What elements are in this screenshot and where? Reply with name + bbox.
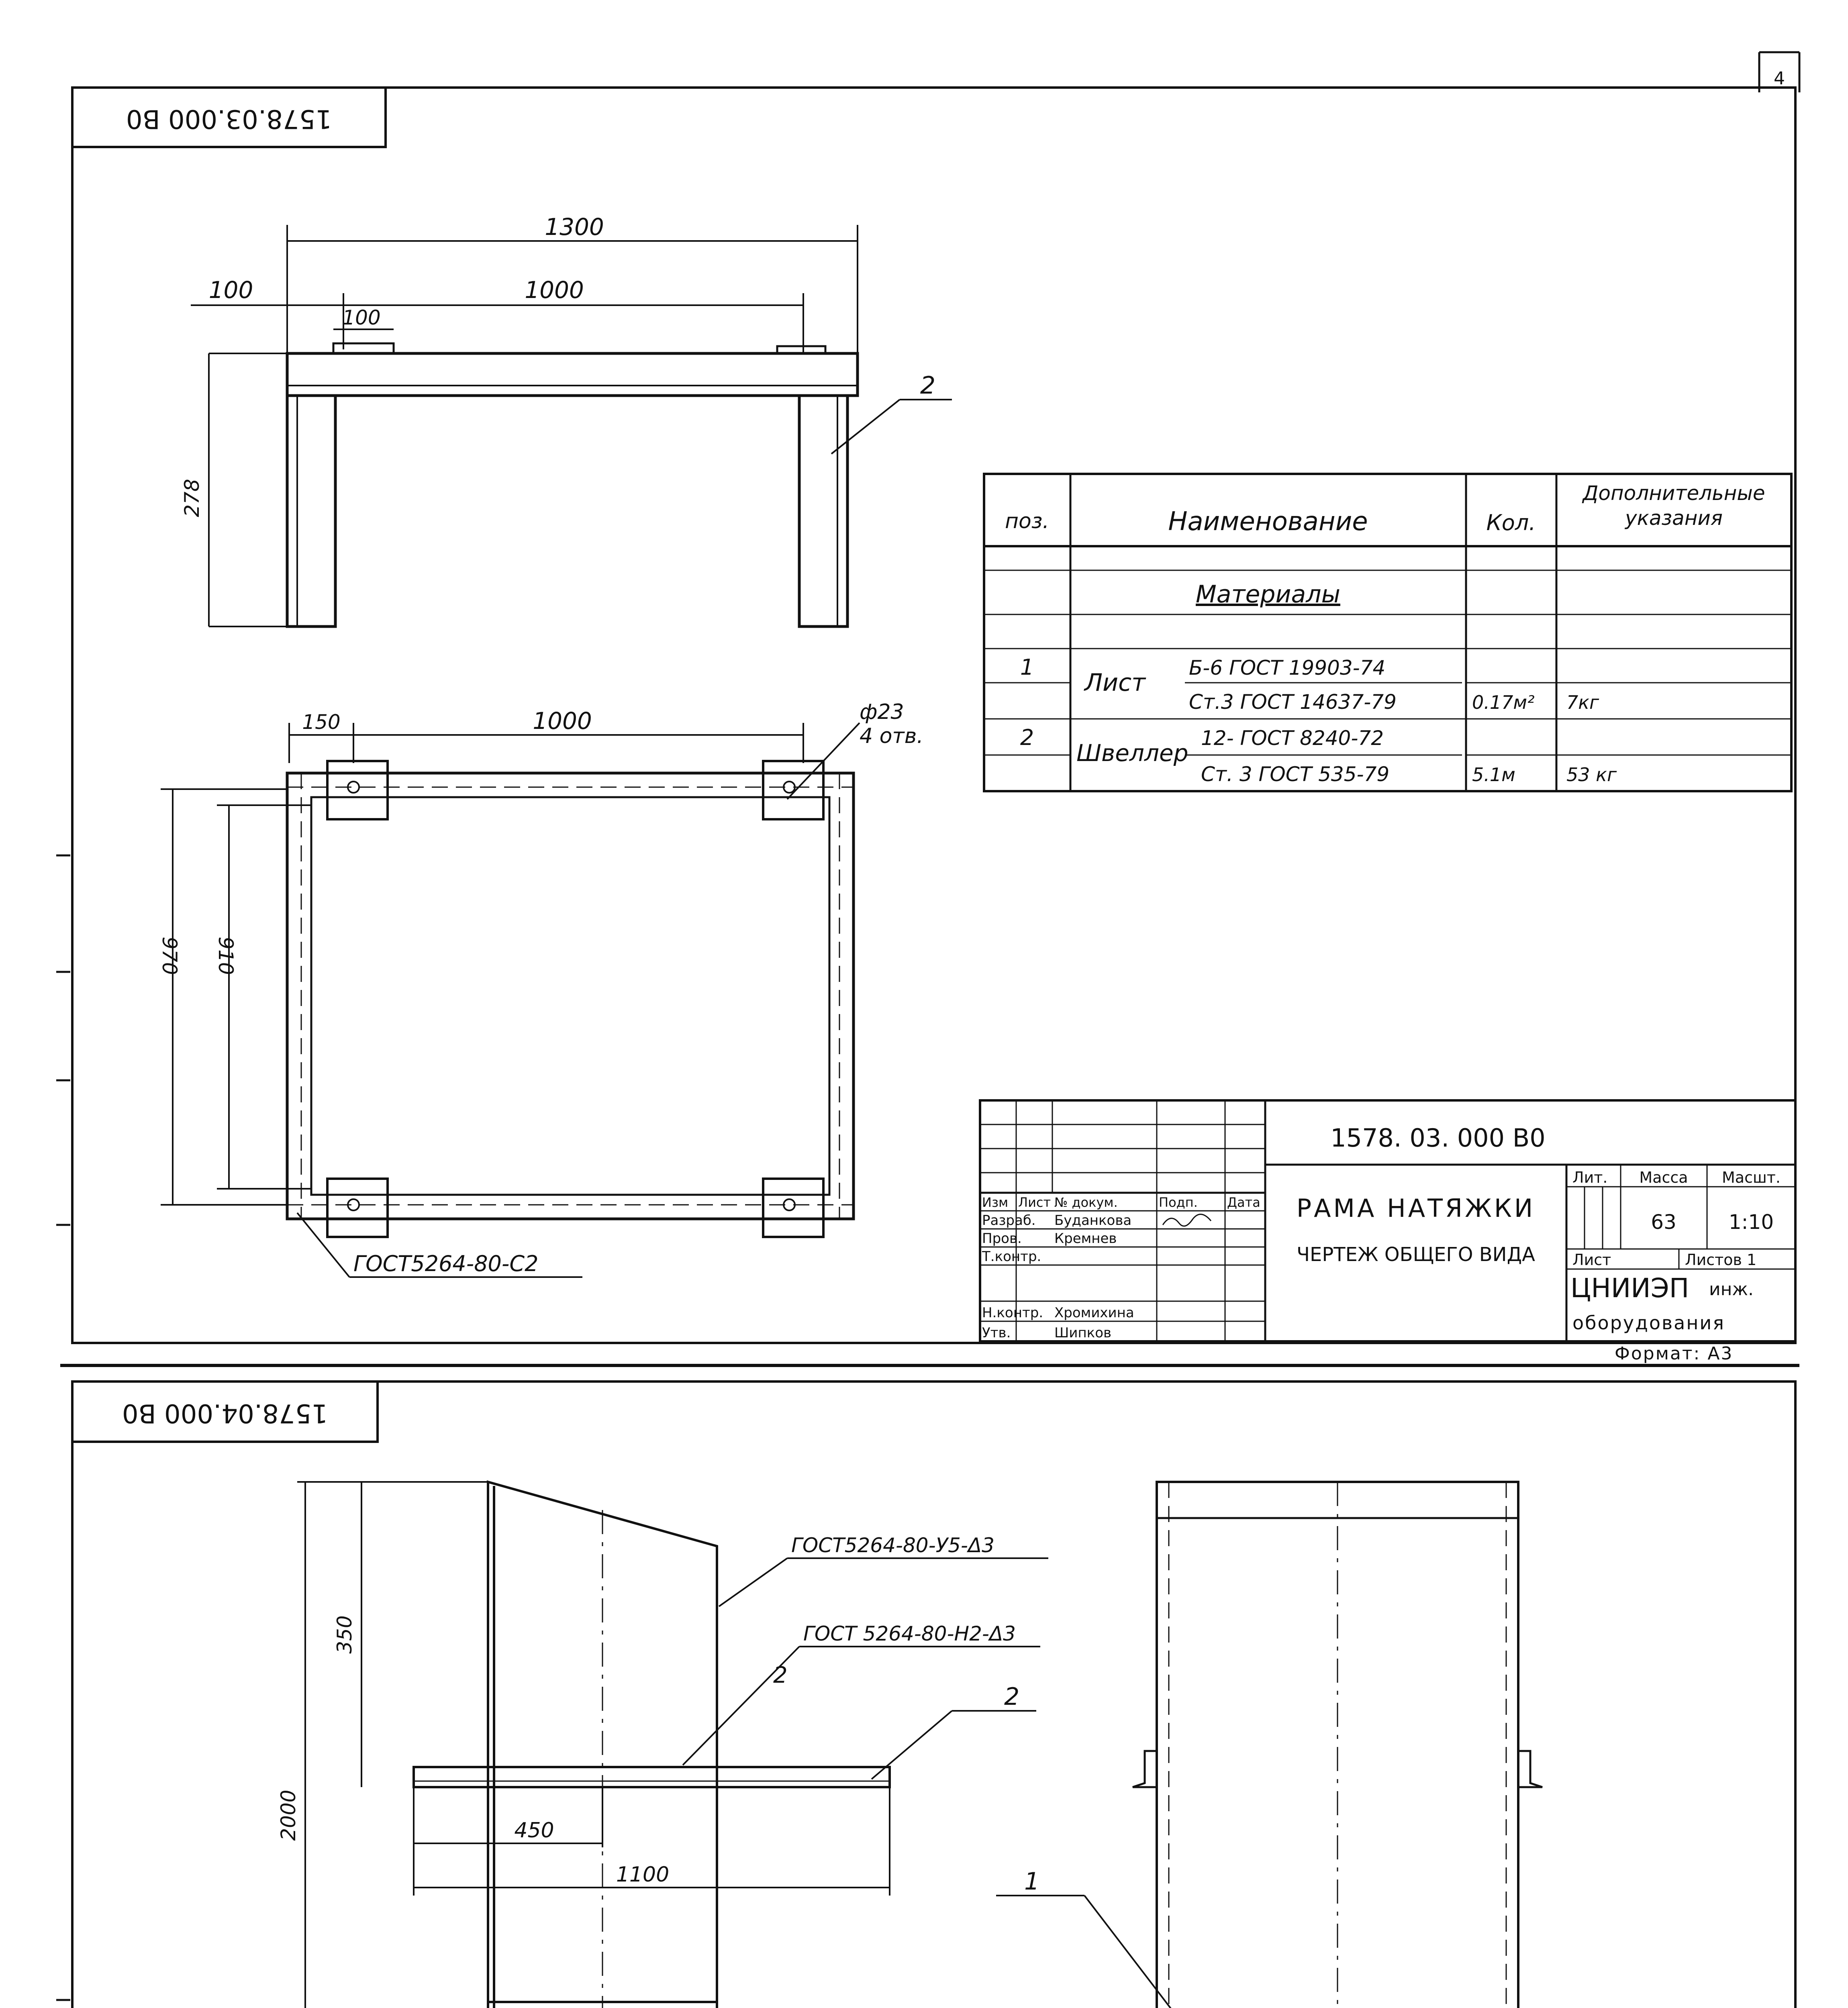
- tb1-scale: 1:10: [1728, 1210, 1774, 1234]
- tb1-col-sign: Подп.: [1159, 1195, 1198, 1210]
- dim-overall-length: 1300: [545, 213, 604, 241]
- tb1-org-sub2: оборудования: [1572, 1312, 1725, 1334]
- drawing-1-code-rotated: 1578.03.000 В0: [126, 104, 332, 134]
- weld-note-1: ГОСТ5264-80-У5-Δ3: [791, 1534, 994, 1557]
- hole-count-note: 4 отв.: [860, 724, 923, 748]
- part-2-label-b: 2: [1004, 1683, 1020, 1711]
- frame-plan-view: [158, 700, 923, 1277]
- spec1-header-pos: поз.: [1005, 509, 1049, 533]
- chute-front-view: [277, 1482, 1048, 2008]
- spec1-row1-spec2: Ст.3 ГОСТ 14637-79: [1189, 690, 1397, 714]
- dim-upper-part: 350: [333, 1615, 356, 1654]
- dim-height-total: 2000: [277, 1790, 300, 1841]
- spec1-row1-name: Лист: [1084, 669, 1146, 697]
- tb1-role-razrab: Разраб.: [982, 1212, 1036, 1228]
- tb1-col-izm: Изм: [982, 1195, 1009, 1210]
- tb1-scale-label: Масшт.: [1722, 1169, 1781, 1186]
- title-block-1: [980, 1100, 1795, 1364]
- hole-diameter-note: ф23: [860, 700, 904, 724]
- tb1-format: Формат: А3: [1615, 1343, 1734, 1364]
- spec1-row1-note: 7кг: [1566, 692, 1599, 713]
- spec1-row2-note: 53 кг: [1566, 764, 1617, 786]
- spec1-row1-qty: 0.17м²: [1472, 692, 1535, 713]
- margin-ticks: [56, 855, 70, 2008]
- drawing-2-code-rotated: 1578.04.000 В0: [122, 1398, 328, 1428]
- dim-plan-offset: 150: [302, 710, 341, 734]
- tb1-name-nkontr: Хромихина: [1054, 1305, 1134, 1321]
- tb1-col-list: Лист: [1018, 1195, 1051, 1210]
- spec1-row2-name: Швеллер: [1076, 739, 1188, 767]
- spec1-section-materials: Материалы: [1196, 580, 1340, 608]
- dim-span: 1000: [525, 276, 584, 304]
- dim-plan-span: 1000: [533, 707, 592, 735]
- weld-note-frame: ГОСТ5264-80-С2: [353, 1251, 539, 1276]
- tb1-col-date: Дата: [1227, 1195, 1260, 1210]
- tb1-lit-label: Лит.: [1572, 1169, 1608, 1186]
- tb1-org: ЦНИИЭП: [1570, 1273, 1689, 1304]
- part-1-label: 1: [1024, 1867, 1040, 1896]
- tb1-role-prov: Пров.: [982, 1231, 1022, 1247]
- spec-table-1: [984, 474, 1791, 791]
- spec1-row2-qty: 5.1м: [1472, 764, 1515, 786]
- part-2-leader-label: 2: [920, 371, 936, 400]
- dim-left-overhang: 100: [208, 276, 253, 304]
- tb1-role-utv: Утв.: [982, 1325, 1011, 1341]
- tb1-role-tkontr: Т.контр.: [982, 1249, 1041, 1265]
- spec1-row1-spec1: Б-6 ГОСТ 19903-74: [1189, 656, 1386, 680]
- tb1-sheets-label: Листов 1: [1685, 1251, 1757, 1269]
- dim-height: 278: [180, 479, 204, 517]
- weld-note-2: ГОСТ 5264-80-Н2-Δ3: [803, 1622, 1016, 1645]
- dim-arm: 450: [514, 1818, 554, 1843]
- tb1-name-razrab: Буданкова: [1054, 1212, 1132, 1228]
- sheet-number: 4: [1774, 68, 1785, 89]
- spec1-header-qty: Кол.: [1486, 510, 1536, 535]
- tb1-mass: 63: [1651, 1210, 1676, 1234]
- dim-plan-outer: 970: [158, 937, 181, 975]
- spec1-row2-pos: 2: [1020, 725, 1034, 750]
- dim-flange: 1100: [616, 1863, 670, 1887]
- tb1-sheet-label: Лист: [1572, 1251, 1611, 1269]
- frame-front-view: [180, 213, 952, 626]
- tb1-subtitle: ЧЕРТЕЖ ОБЩЕГО ВИДА: [1297, 1243, 1535, 1266]
- tb1-org-sub: инж.: [1709, 1279, 1754, 1300]
- tb1-role-nkontr: Н.контр.: [982, 1305, 1043, 1321]
- part-2-label-a: 2: [773, 1662, 788, 1688]
- tb1-col-doc: № докум.: [1054, 1195, 1118, 1210]
- spec1-header-name: Наименование: [1168, 507, 1368, 537]
- dim-plan-inner: 910: [214, 937, 237, 975]
- tb1-mass-label: Масса: [1639, 1169, 1688, 1186]
- spec1-row1-pos: 1: [1020, 655, 1034, 680]
- tb1-title: РАМА НАТЯЖКИ: [1296, 1194, 1536, 1223]
- tb1-code: 1578. 03. 000 В0: [1330, 1123, 1546, 1153]
- chute-side-view: [996, 1482, 1542, 2008]
- dim-plate-width: 100: [342, 306, 381, 329]
- tb1-signature-razrab: [1163, 1214, 1211, 1226]
- spec1-row2-spec1: 12- ГОСТ 8240-72: [1201, 726, 1384, 750]
- drawing-2-frame: [72, 1382, 1795, 2008]
- tb1-name-prov: Кремнев: [1054, 1231, 1117, 1247]
- spec1-header-notes-box: [1558, 476, 1789, 544]
- tb1-name-utv: Шипков: [1054, 1325, 1112, 1341]
- spec1-header-notes: Дополнительные указания: [1583, 482, 1765, 530]
- spec1-row2-spec2: Ст. 3 ГОСТ 535-79: [1201, 763, 1390, 786]
